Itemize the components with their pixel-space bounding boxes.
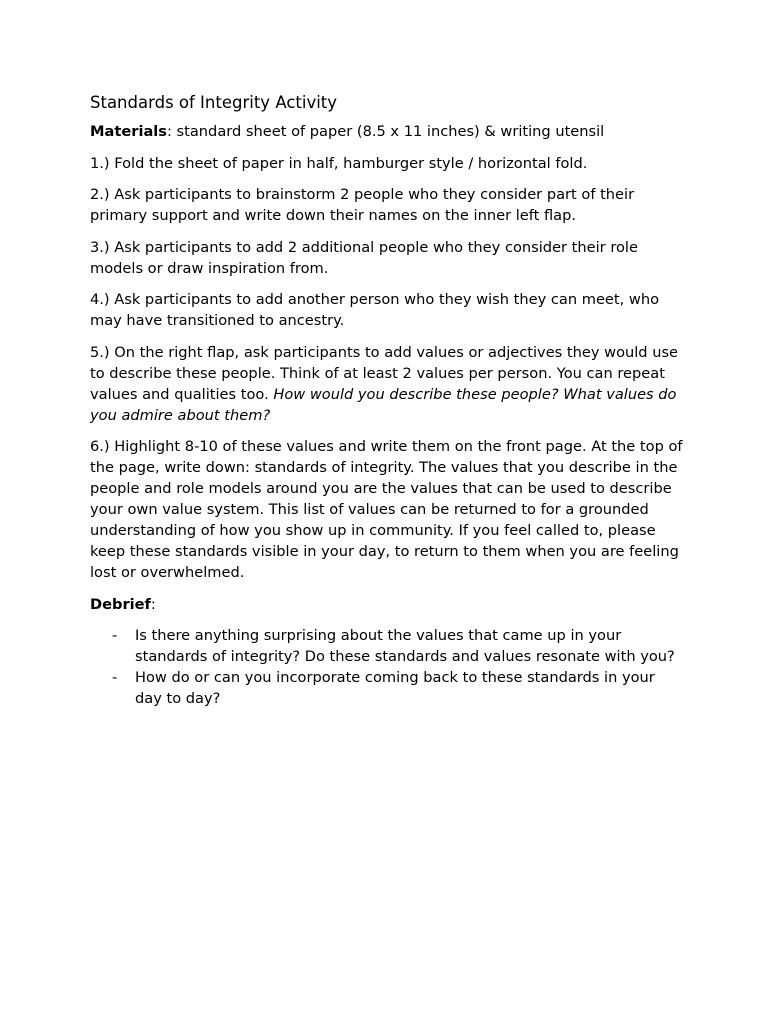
bullet-dash: -	[112, 627, 118, 644]
bullet-dash: -	[112, 669, 118, 686]
debrief-list	[90, 625, 686, 709]
debrief-question-2: How do or can you incorporate coming back to these standards in your day to day?	[135, 669, 655, 707]
materials-text: : standard sheet of paper (8.5 x 11 inches) & writing utensil	[166, 123, 605, 140]
debrief-question-1: Is there anything surprising about the values that came up in your standards of integrity? Do these standards and values resonate with you?	[135, 627, 675, 665]
document-body	[90, 91, 686, 709]
debrief-label: Debrief	[90, 595, 151, 613]
step-1: 1.) Fold the sheet of paper in half, hamburger style / horizontal fold.	[90, 154, 588, 172]
step-5-text: 5.) On the right flap, ask participants to add values or adjectives they would use to describe these people. Think of at least 2 values per person. You can repeat values and qualities too.	[90, 343, 679, 403]
materials-paragraph	[90, 121, 686, 142]
document-title: Standards of Integrity Activity	[90, 93, 338, 112]
step-5-italic: How would you describe these people? What values do you admire about them?	[90, 385, 677, 424]
materials-label: Materials	[90, 123, 167, 140]
list-item	[90, 667, 686, 709]
list-item	[90, 625, 686, 667]
step-6: 6.) Highlight 8-10 of these values and write them on the front page. At the top of the page, write down: standards of integrity. The values that you describe in the people and role models around you are the values that can be used to describe your own value system. This list of values can be returned to for a grounded understanding of how you show up in community. If you feel called to, please keep these standards visible in your day, to return to them when you are feeling lost or overwhelmed.	[90, 438, 683, 581]
debrief-heading	[90, 594, 686, 615]
step-2: 2.) Ask participants to brainstorm 2 people who they consider part of their primary support and write down their names on the inner left flap.	[90, 186, 635, 224]
step-5	[90, 342, 686, 426]
debrief-colon: :	[150, 595, 156, 613]
step-3: 3.) Ask participants to add 2 additional people who they consider their role models or draw inspiration from.	[90, 238, 638, 277]
step-4: 4.) Ask participants to add another person who they wish they can meet, who may have transitioned to ancestry.	[90, 291, 660, 329]
